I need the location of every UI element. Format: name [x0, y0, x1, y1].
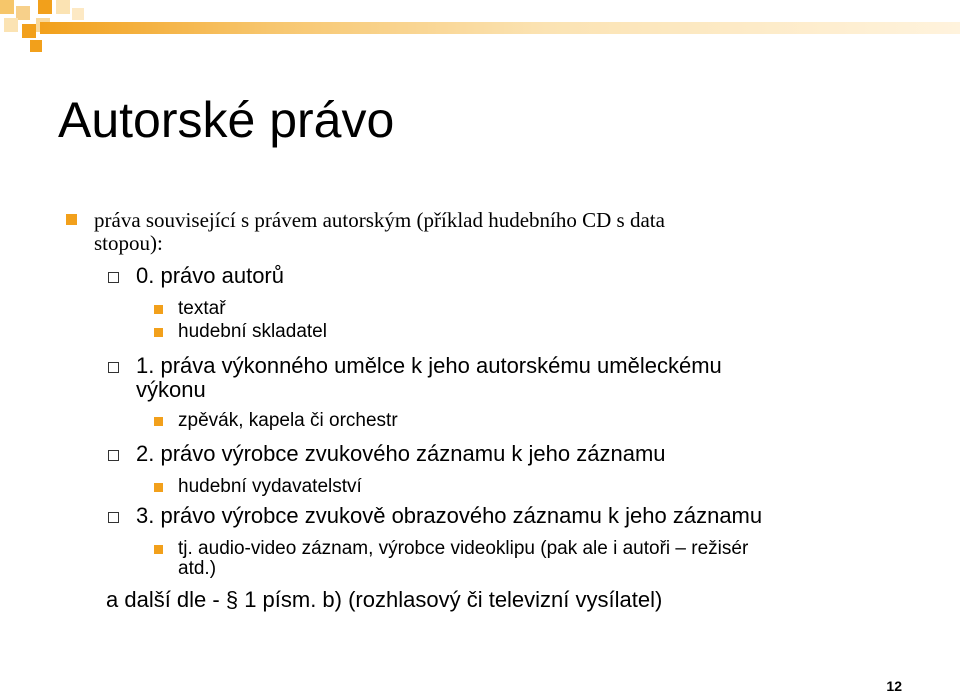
- bullet-marker: [154, 417, 163, 426]
- bullet-marker: [154, 305, 163, 314]
- bullet-marker: [154, 328, 163, 337]
- bullet-text: 2. právo výrobce zvukového záznamu k jeho záznamu: [136, 441, 666, 466]
- bullet-marker: [108, 272, 119, 283]
- header-bar: [40, 22, 960, 34]
- bullet-text-cont: výkonu: [136, 377, 206, 402]
- decor-square: [22, 24, 36, 38]
- bullet-text-cont: stopou):: [94, 231, 163, 255]
- decor-square: [72, 8, 84, 20]
- bullet-text: 0. právo autorů: [136, 263, 284, 288]
- page-number: 12: [886, 678, 902, 694]
- bullet-text-cont: atd.): [178, 558, 217, 579]
- slide-title: Autorské právo: [58, 92, 395, 148]
- decor-square: [0, 0, 14, 14]
- header-decoration: [0, 0, 960, 60]
- bullet-text: textař: [178, 298, 226, 319]
- bullet-marker: [154, 483, 163, 492]
- bullet-marker: [108, 362, 119, 373]
- bullet-text: práva související s právem autorským (příklad hudebního CD s data: [94, 208, 665, 232]
- footer-text: a další dle - § 1 písm. b) (rozhlasový či televizní vysílatel): [106, 587, 663, 612]
- bullet-text: hudební skladatel: [178, 321, 327, 342]
- bullet-marker: [154, 545, 163, 554]
- decor-square: [56, 0, 70, 14]
- bullet-marker: [108, 512, 119, 523]
- bullet-text: 1. práva výkonného umělce k jeho autorskému uměleckému: [136, 353, 722, 378]
- decor-square: [16, 6, 30, 20]
- bullet-marker: [66, 214, 77, 225]
- decor-square: [4, 18, 18, 32]
- bullet-marker: [108, 450, 119, 461]
- bullet-text: 3. právo výrobce zvukově obrazového záznamu k jeho záznamu: [136, 503, 763, 528]
- bullet-text: zpěvák, kapela či orchestr: [178, 410, 398, 431]
- bullet-text: tj. audio-video záznam, výrobce videoklipu (pak ale i autoři – režisér: [178, 538, 749, 559]
- decor-square: [30, 40, 42, 52]
- decor-square: [38, 0, 52, 14]
- bullet-text: hudební vydavatelství: [178, 476, 362, 497]
